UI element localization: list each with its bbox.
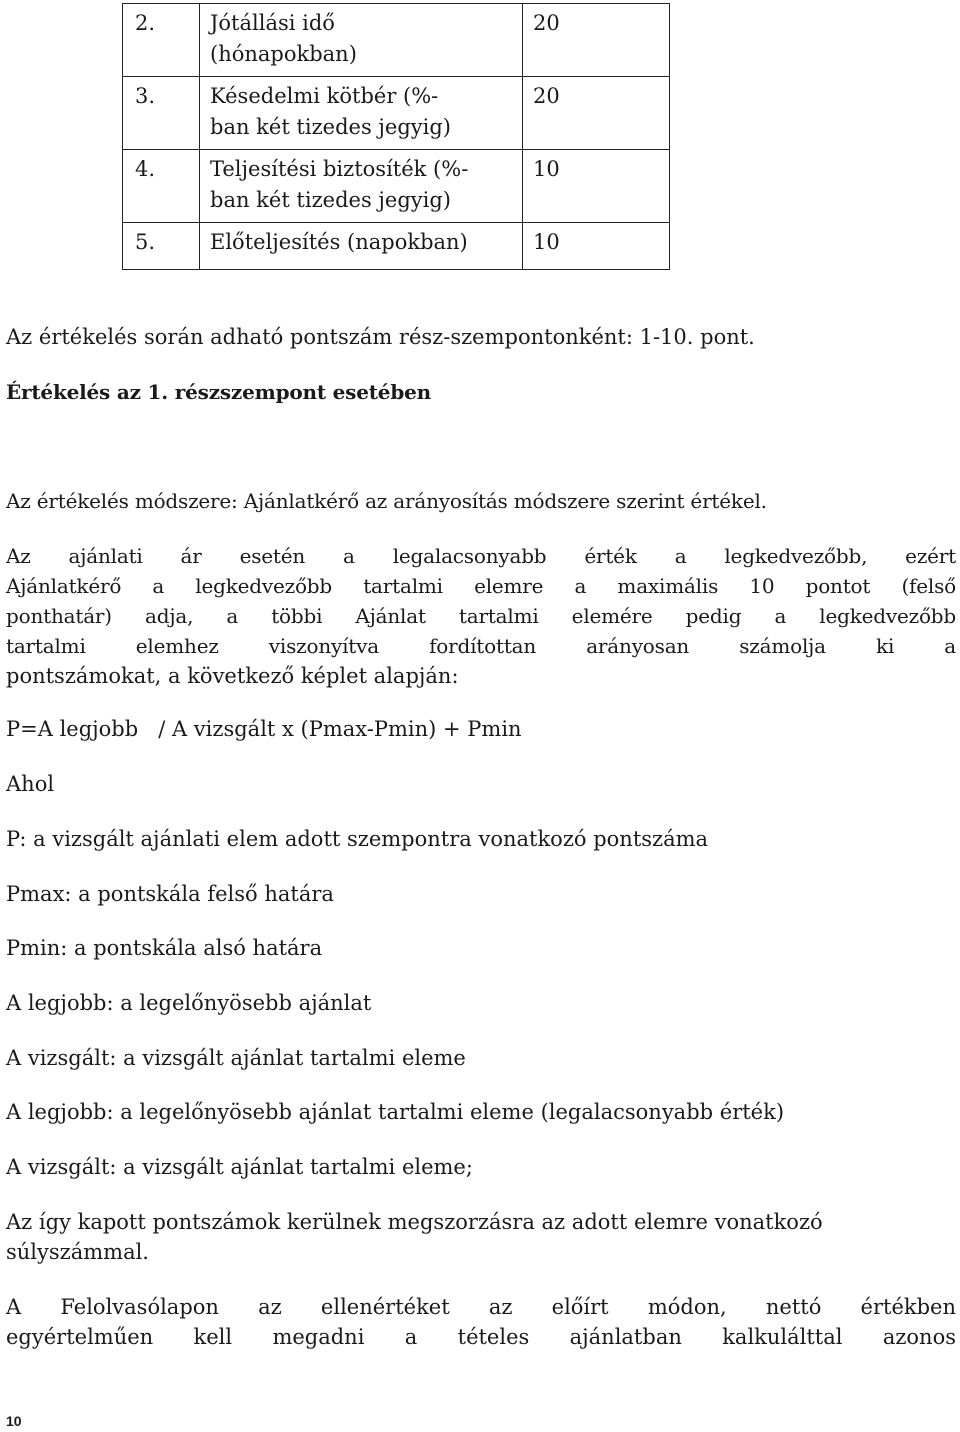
paragraph-line: pontszámokat, a következő képlet alapján: <box>6 664 459 688</box>
weight-text-line1: Az így kapott pontszámok kerülnek megszorzásra az adott elemre vonatkozó <box>6 1210 823 1234</box>
table-row <box>123 150 670 223</box>
score-range-text: Az értékelés során adható pontszám rész-szempontonként: 1-10. pont. <box>6 325 755 349</box>
criterion-name: Késedelmi kötbér (%- <box>210 84 439 108</box>
definition-legjobb: A legjobb: a legelőnyösebb ajánlat <box>6 991 372 1015</box>
criterion-name-cont: ban két tizedes jegyig) <box>210 115 451 139</box>
last-paragraph-line2: egyértelműen kell megadni a tételes ajánlatban kalkulálttal azonos <box>6 1325 956 1349</box>
page-number: 10 <box>6 1413 22 1429</box>
formula: P=A legjobb / A vizsgált x (Pmax-Pmin) + Pmin <box>6 717 522 741</box>
weight-text-line2: súlyszámmal. <box>6 1240 149 1264</box>
definition-pmax: Pmax: a pontskála felső határa <box>6 882 334 906</box>
row-number: 2. <box>135 11 156 35</box>
criterion-weight: 10 <box>533 230 560 254</box>
row-number: 3. <box>135 84 156 108</box>
row-number: 5. <box>135 230 156 254</box>
criterion-name-cont: (hónapokban) <box>210 42 357 66</box>
criterion-weight: 20 <box>533 84 560 108</box>
criterion-weight: 20 <box>533 11 560 35</box>
definition-vizsgalt: A vizsgált: a vizsgált ajánlat tartalmi eleme <box>6 1046 466 1070</box>
table-row <box>123 4 670 77</box>
criterion-name-cont: ban két tizedes jegyig) <box>210 188 451 212</box>
definition-legjobb-2: A legjobb: a legelőnyösebb ajánlat tartalmi eleme (legalacsonyabb érték) <box>6 1100 785 1124</box>
definition-pmin: Pmin: a pontskála alsó határa <box>6 936 323 960</box>
paragraph-line: ponthatár) adja, a többi Ajánlat tartalmi elemére pedig a legkedvezőbb <box>6 604 956 628</box>
table-row <box>123 223 670 270</box>
criterion-name: Teljesítési biztosíték (%- <box>210 157 469 181</box>
paragraph-line: Az ajánlati ár esetén a legalacsonyabb érték a legkedvezőbb, ezért <box>6 544 956 568</box>
ahol-label: Ahol <box>6 772 55 796</box>
criterion-name: Jótállási idő <box>210 11 335 35</box>
definition-vizsgalt-2: A vizsgált: a vizsgált ajánlat tartalmi eleme; <box>6 1155 473 1179</box>
table-row <box>123 77 670 150</box>
paragraph-line: Ajánlatkérő a legkedvezőbb tartalmi elemre a maximális 10 pontot (felső <box>6 574 956 598</box>
definition-p: P: a vizsgált ajánlati elem adott szempontra vonatkozó pontszáma <box>6 827 709 851</box>
criterion-weight: 10 <box>533 157 560 181</box>
row-number: 4. <box>135 157 156 181</box>
method-text: Az értékelés módszere: Ajánlatkérő az arányosítás módszere szerint értékel. <box>6 489 767 513</box>
criterion-name: Előteljesítés (napokban) <box>210 230 468 254</box>
paragraph-line: tartalmi elemhez viszonyítva fordítottan arányosan számolja ki a <box>6 634 956 658</box>
criteria-table <box>122 3 670 270</box>
section-heading: Értékelés az 1. részszempont esetében <box>6 380 431 404</box>
last-paragraph-line1: A Felolvasólapon az ellenértéket az előírt módon, nettó értékben <box>6 1295 956 1319</box>
